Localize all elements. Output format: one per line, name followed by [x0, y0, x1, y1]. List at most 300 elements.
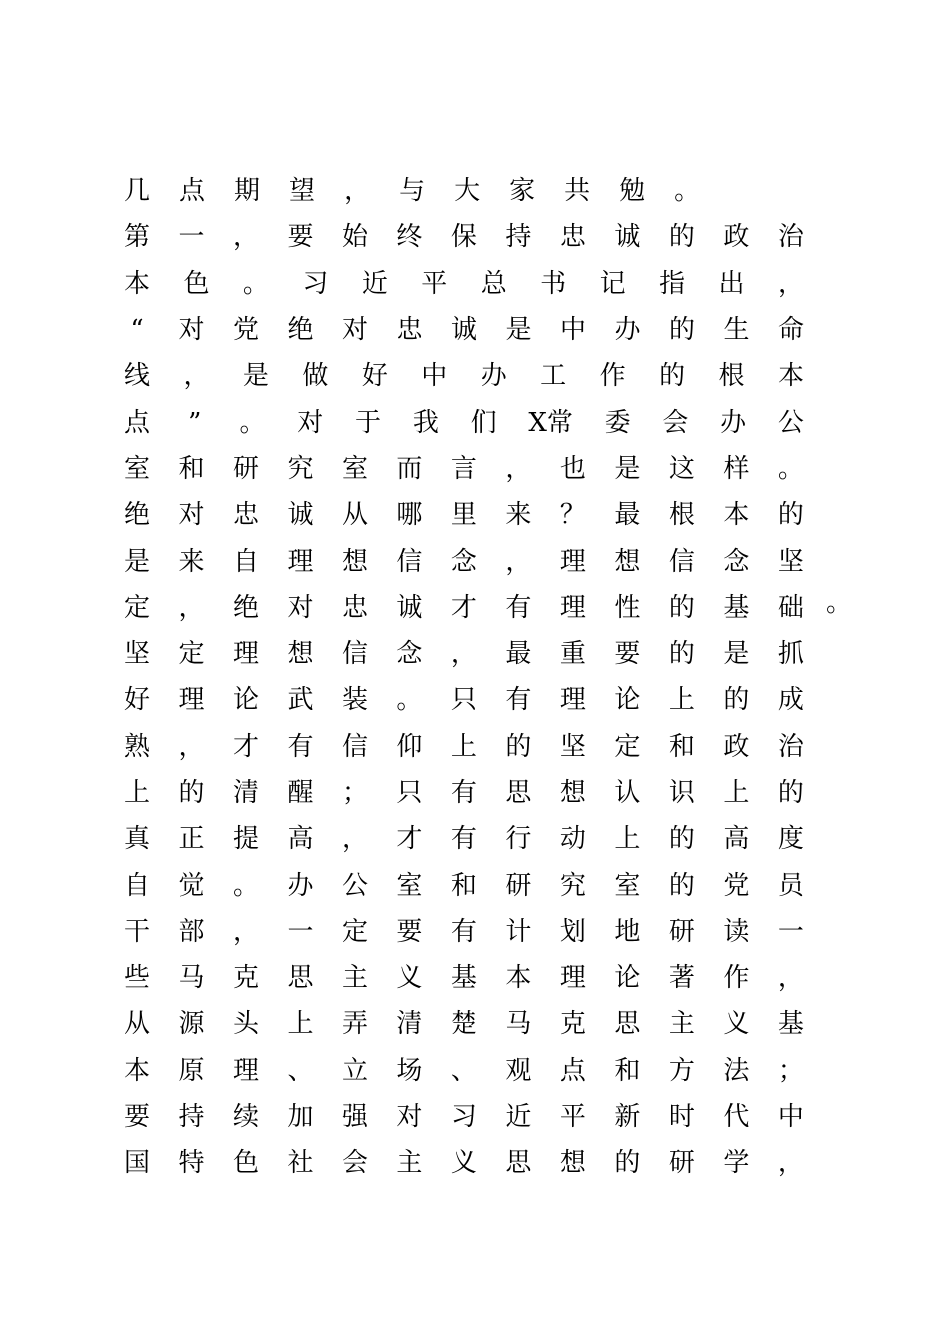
text-char: 究	[559, 870, 586, 901]
text-char: ，	[178, 592, 205, 623]
text-char: 公	[341, 870, 368, 901]
text-char: 总	[480, 268, 507, 299]
text-char: 公	[777, 407, 804, 438]
text-char: 好	[361, 361, 388, 392]
text-char: 念	[450, 546, 477, 577]
text-char: 点	[124, 407, 151, 438]
text-char: 想	[614, 546, 641, 577]
text-char: 点	[559, 1055, 586, 1086]
text-char: 主	[341, 963, 368, 994]
text-char: 本	[124, 1055, 151, 1086]
text-char: 思	[614, 1009, 641, 1040]
text-char: 正	[178, 824, 205, 855]
text-char: 坚	[777, 546, 804, 577]
text-char: 念	[723, 546, 750, 577]
text-char: 办	[480, 361, 507, 392]
overhang-period: 。	[826, 588, 853, 618]
text-char: 社	[287, 1148, 314, 1179]
text-char: ？	[559, 500, 586, 531]
text-char: 绝	[287, 315, 314, 346]
text-line	[124, 955, 804, 1001]
text-char: 们	[470, 407, 497, 438]
text-char: 指	[659, 268, 686, 299]
text-char: 而	[396, 453, 423, 484]
text-char: ，	[505, 453, 532, 484]
text-char: 论	[614, 963, 641, 994]
text-char: 一	[178, 222, 205, 253]
text-char: 的	[777, 500, 804, 531]
text-char: 党	[232, 315, 259, 346]
text-char: ，	[183, 361, 210, 392]
text-char: 和	[614, 1055, 641, 1086]
text-char: 方	[668, 1055, 695, 1086]
text-char: 马	[505, 1009, 532, 1040]
text-char: 理	[287, 546, 314, 577]
text-char: 上	[723, 778, 750, 808]
text-char: 委	[604, 407, 631, 438]
text-char: 来	[505, 500, 532, 531]
text-char: 想	[287, 639, 314, 670]
text-char: 言	[450, 453, 477, 484]
text-char: 头	[232, 1009, 259, 1040]
text-char: 的	[777, 778, 804, 808]
text-char: 办	[614, 315, 641, 346]
text-char: 读	[723, 916, 750, 947]
text-char: 近	[361, 268, 388, 299]
text-char: 究	[287, 453, 314, 484]
text-char: 。	[674, 176, 701, 207]
text-char: 义	[450, 1148, 477, 1179]
text-char: 大	[454, 176, 481, 207]
text-char: 始	[341, 222, 368, 253]
text-char: 加	[287, 1102, 314, 1133]
text-char: 对	[178, 315, 205, 346]
text-char: 办	[720, 407, 747, 438]
text-char: 部	[178, 916, 205, 947]
text-char: 来	[178, 546, 205, 577]
text-char: 自	[124, 870, 151, 901]
text-char: 诚	[396, 592, 423, 623]
text-char: 法	[723, 1055, 750, 1086]
text-char: 是	[614, 453, 641, 484]
text-char: 弄	[341, 1009, 368, 1040]
text-char: 才	[396, 824, 423, 855]
text-char: ，	[777, 268, 804, 299]
text-char: 要	[614, 639, 641, 670]
text-char: 的	[668, 315, 695, 346]
text-char: ，	[777, 1148, 804, 1179]
text-char: 国	[124, 1148, 151, 1179]
text-char: 的	[668, 222, 695, 253]
text-char: 命	[777, 315, 804, 346]
text-char: 楚	[450, 1009, 477, 1040]
text-char: 清	[232, 778, 259, 808]
text-char: 政	[723, 731, 750, 762]
text-char: 才	[232, 731, 259, 762]
text-char: X常	[528, 407, 573, 438]
text-char: 些	[124, 963, 151, 994]
text-char: ，	[450, 639, 477, 670]
text-char: 研	[668, 1148, 695, 1179]
text-char: 时	[668, 1102, 695, 1133]
text-char: 的	[659, 361, 686, 392]
text-char: 治	[777, 731, 804, 762]
text-char: 理	[232, 1055, 259, 1086]
text-line	[124, 353, 804, 399]
text-char: 对	[341, 315, 368, 346]
text-char: 。	[239, 407, 266, 438]
text-char: 基	[777, 1009, 804, 1040]
text-char: 主	[668, 1009, 695, 1040]
text-char: 义	[723, 1009, 750, 1040]
text-line	[124, 909, 804, 955]
text-char: 对	[396, 1102, 423, 1133]
text-char: 保	[450, 222, 477, 253]
text-char: 室	[614, 870, 641, 901]
text-char: 马	[178, 963, 205, 994]
text-char: ，	[344, 176, 371, 207]
text-char: ，	[777, 963, 804, 994]
text-char: 特	[178, 1148, 205, 1179]
text-char: 理	[559, 685, 586, 716]
text-char: 。	[242, 268, 269, 299]
text-char: 忠	[341, 592, 368, 623]
text-char: 想	[559, 1148, 586, 1179]
text-char: 记	[599, 268, 626, 299]
text-char: 绝	[124, 500, 151, 531]
text-char: ，	[505, 546, 532, 577]
text-char: 础	[777, 592, 804, 623]
text-char: 对	[287, 592, 314, 623]
text-line	[124, 724, 804, 770]
text-char: 是	[723, 639, 750, 670]
text-char: 只	[396, 778, 423, 808]
text-char: 上	[614, 824, 641, 855]
text-char: 上	[450, 731, 477, 762]
text-char: 做	[302, 361, 329, 392]
text-char: 的	[668, 824, 695, 855]
text-line	[124, 1140, 804, 1186]
text-char: 对	[178, 500, 205, 531]
text-char: 念	[396, 639, 423, 670]
text-char: 想	[559, 778, 586, 808]
text-char: 原	[178, 1055, 205, 1086]
text-char: 诚	[614, 222, 641, 253]
text-char: 抓	[777, 639, 804, 670]
text-char: 行	[505, 824, 532, 855]
text-char: 论	[232, 685, 259, 716]
text-char: 。	[396, 685, 423, 716]
text-char: 样	[723, 453, 750, 484]
text-char: 。	[232, 870, 259, 901]
text-char: 从	[124, 1009, 151, 1040]
text-char: 最	[505, 639, 532, 670]
text-char: 源	[178, 1009, 205, 1040]
text-char: 的	[668, 870, 695, 901]
text-char: 装	[341, 685, 368, 716]
text-char: 我	[412, 407, 439, 438]
text-char: 会	[341, 1148, 368, 1179]
text-line	[124, 261, 804, 307]
text-char: 是	[242, 361, 269, 392]
text-char: 地	[614, 916, 641, 947]
text-char: 是	[505, 315, 532, 346]
text-char: 有	[450, 778, 477, 808]
text-line	[124, 168, 804, 214]
text-char: 与	[399, 176, 426, 207]
text-char: 才	[450, 592, 477, 623]
text-char: 成	[777, 685, 804, 716]
text-char: 论	[614, 685, 641, 716]
text-char: 克	[232, 963, 259, 994]
text-line	[124, 492, 804, 538]
text-char: 持	[505, 222, 532, 253]
text-char: 习	[450, 1102, 477, 1133]
text-line	[124, 538, 804, 584]
text-char: 党	[723, 870, 750, 901]
text-char: 立	[341, 1055, 368, 1086]
text-char: 平	[421, 268, 448, 299]
text-line	[124, 631, 804, 677]
text-char: 思	[505, 778, 532, 808]
text-char: ”	[188, 407, 202, 438]
text-char: 思	[287, 963, 314, 994]
text-line	[124, 446, 804, 492]
text-char: 家	[509, 176, 536, 207]
text-char: 干	[124, 916, 151, 947]
text-line	[124, 770, 804, 816]
text-char: 和	[450, 870, 477, 901]
text-line	[124, 214, 804, 260]
text-char: 治	[777, 222, 804, 253]
text-char: 里	[450, 500, 477, 531]
text-char: 是	[124, 546, 151, 577]
text-char: 信	[341, 639, 368, 670]
text-char: 真	[124, 824, 151, 855]
text-line	[124, 816, 804, 862]
text-char: 勉	[619, 176, 646, 207]
text-char: 的	[668, 639, 695, 670]
text-char: 对	[297, 407, 324, 438]
text-char: 代	[723, 1102, 750, 1133]
text-char: 期	[234, 176, 261, 207]
text-char: 本	[505, 963, 532, 994]
text-char: 根	[668, 500, 695, 531]
text-char: 计	[505, 916, 532, 947]
text-char: 室	[124, 453, 151, 484]
text-char: 和	[668, 731, 695, 762]
text-char: 、	[287, 1055, 314, 1086]
text-char: 和	[178, 453, 205, 484]
text-char: 工	[540, 361, 567, 392]
text-char: 理	[559, 592, 586, 623]
text-char: 出	[718, 268, 745, 299]
text-char: 基	[723, 592, 750, 623]
text-char: 有	[505, 685, 532, 716]
text-char: 持	[178, 1102, 205, 1133]
text-char: 信	[341, 731, 368, 762]
text-char: 要	[124, 1102, 151, 1133]
text-char: 诚	[287, 500, 314, 531]
text-char: ，	[178, 731, 205, 762]
text-char: ；	[777, 1055, 804, 1086]
text-char: ；	[341, 778, 368, 808]
text-char: 熟	[124, 731, 151, 762]
text-char: 性	[614, 592, 641, 623]
text-char: 仰	[396, 731, 423, 762]
text-char: 中	[559, 315, 586, 346]
text-char: 识	[668, 778, 695, 808]
text-char: 要	[396, 916, 423, 947]
text-char: 本	[723, 500, 750, 531]
text-char: 理	[559, 963, 586, 994]
text-char: 克	[559, 1009, 586, 1040]
text-char: 理	[178, 685, 205, 716]
text-char: 学	[723, 1148, 750, 1179]
text-char: 的	[178, 778, 205, 808]
text-char: 坚	[124, 639, 151, 670]
text-char: 一	[287, 916, 314, 947]
text-char: 线	[124, 361, 151, 392]
text-char: 武	[287, 685, 314, 716]
text-char: ，	[232, 222, 259, 253]
text-char: 高	[287, 824, 314, 855]
text-char: 根	[718, 361, 745, 392]
text-char: 第	[124, 222, 151, 253]
text-char: 自	[232, 546, 259, 577]
text-char: 划	[559, 916, 586, 947]
text-char: 坚	[559, 731, 586, 762]
text-line	[124, 1001, 804, 1047]
text-char: 政	[723, 222, 750, 253]
text-char: 员	[777, 870, 804, 901]
text-char: 绝	[232, 592, 259, 623]
text-char: 续	[232, 1102, 259, 1133]
text-char: 忠	[396, 315, 423, 346]
text-char: 近	[505, 1102, 532, 1133]
text-char: 于	[355, 407, 382, 438]
text-char: 办	[287, 870, 314, 901]
text-char: 义	[396, 963, 423, 994]
text-char: 一	[777, 916, 804, 947]
text-char: 几	[124, 176, 151, 207]
text-char: 书	[540, 268, 567, 299]
text-char: 色	[232, 1148, 259, 1179]
text-char: 理	[559, 546, 586, 577]
text-char: 。	[777, 453, 804, 484]
text-char: 也	[559, 453, 586, 484]
text-char: 中	[777, 1102, 804, 1133]
text-char: 研	[505, 870, 532, 901]
text-char: 高	[723, 824, 750, 855]
text-char: 终	[396, 222, 423, 253]
text-line	[124, 307, 804, 353]
text-char: 最	[614, 500, 641, 531]
text-char: 度	[777, 824, 804, 855]
text-char: 定	[178, 639, 205, 670]
text-line	[124, 399, 804, 445]
text-char: 觉	[178, 870, 205, 901]
text-char: 重	[559, 639, 586, 670]
text-char: 本	[777, 361, 804, 392]
text-line	[124, 585, 804, 631]
text-char: 有	[287, 731, 314, 762]
text-char: 定	[341, 916, 368, 947]
text-char: 理	[232, 639, 259, 670]
text-char: 望	[289, 176, 316, 207]
text-char: 定	[614, 731, 641, 762]
text-char: 的	[505, 731, 532, 762]
text-char: 上	[668, 685, 695, 716]
text-char: 共	[564, 176, 591, 207]
text-char: 室	[396, 870, 423, 901]
text-line	[124, 677, 804, 723]
text-char: ，	[232, 916, 259, 947]
text-char: 信	[396, 546, 423, 577]
text-line	[124, 1048, 804, 1094]
text-char: 诚	[450, 315, 477, 346]
text-char: 、	[450, 1055, 477, 1086]
text-char: 观	[505, 1055, 532, 1086]
text-char: 哪	[396, 500, 423, 531]
text-char: 认	[614, 778, 641, 808]
text-char: 作	[599, 361, 626, 392]
text-char: 好	[124, 685, 151, 716]
text-char: 提	[232, 824, 259, 855]
text-char: 有	[450, 916, 477, 947]
text-char: 点	[179, 176, 206, 207]
text-char: 清	[396, 1009, 423, 1040]
text-char: 要	[287, 222, 314, 253]
text-char: 有	[505, 592, 532, 623]
text-char: 有	[450, 824, 477, 855]
text-char: 新	[614, 1102, 641, 1133]
text-char: 著	[668, 963, 695, 994]
text-char: 习	[302, 268, 329, 299]
text-line	[124, 1094, 804, 1140]
text-char: 作	[723, 963, 750, 994]
text-char: 生	[723, 315, 750, 346]
text-char: 平	[559, 1102, 586, 1133]
text-char: 忠	[559, 222, 586, 253]
text-char: 的	[668, 592, 695, 623]
text-char: 研	[232, 453, 259, 484]
text-char: 从	[341, 500, 368, 531]
text-char: 场	[396, 1055, 423, 1086]
text-char: 思	[505, 1148, 532, 1179]
text-char: 研	[668, 916, 695, 947]
text-char: 醒	[287, 778, 314, 808]
text-char: 忠	[232, 500, 259, 531]
text-char: 想	[341, 546, 368, 577]
text-char: 强	[341, 1102, 368, 1133]
text-char: 基	[450, 963, 477, 994]
text-char: 色	[183, 268, 210, 299]
text-char: 上	[287, 1009, 314, 1040]
text-char: 会	[662, 407, 689, 438]
text-char: 中	[421, 361, 448, 392]
text-char: 的	[614, 1148, 641, 1179]
text-char: 这	[668, 453, 695, 484]
text-char: 的	[723, 685, 750, 716]
text-line	[124, 862, 804, 908]
text-char: ，	[341, 824, 368, 855]
text-char: 动	[559, 824, 586, 855]
text-char: 定	[124, 592, 151, 623]
body-text	[124, 168, 804, 1187]
text-char: “	[130, 315, 144, 346]
text-char: 上	[124, 778, 151, 808]
